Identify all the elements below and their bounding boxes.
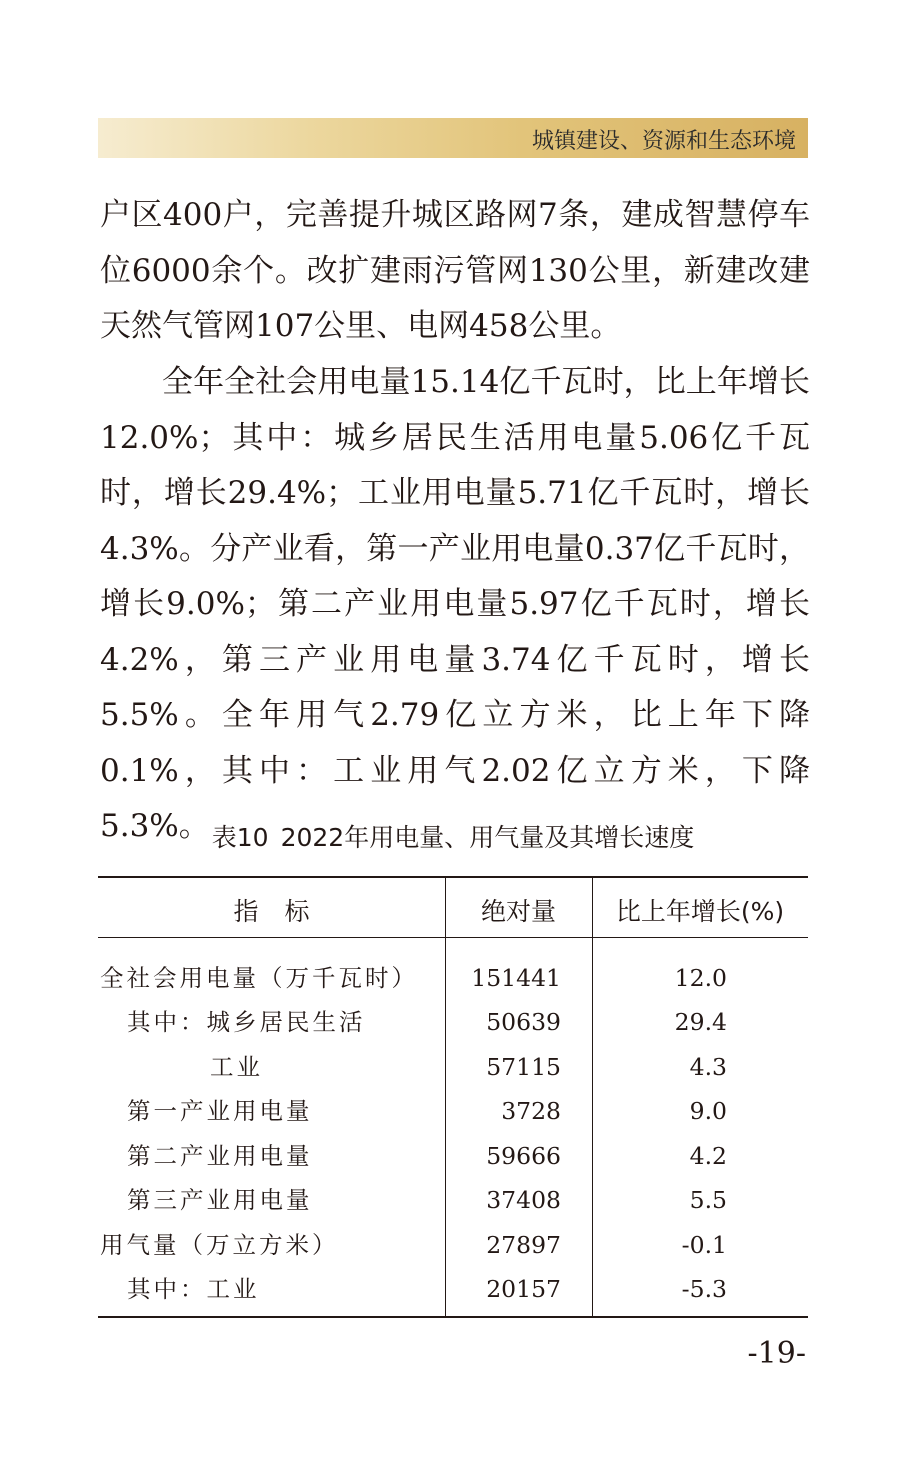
section-title: 城镇建设、资源和生态环境 (531, 129, 796, 154)
row-label: 第二产业用电量 (127, 1142, 313, 1170)
row-label: 其中：城乡居民生活 (127, 1008, 366, 1036)
row-absolute-value: 57115 (486, 1053, 561, 1081)
row-absolute-value: 20157 (486, 1275, 561, 1303)
row-label: 第三产业用电量 (127, 1186, 313, 1214)
table-row (98, 1223, 808, 1267)
row-growth-value: 5.5 (689, 1186, 727, 1214)
row-label: 第一产业用电量 (127, 1097, 313, 1125)
row-growth-value: 29.4 (674, 1008, 727, 1036)
row-label: 其中：工业 (127, 1275, 260, 1303)
table-row (98, 1134, 808, 1178)
table-row (98, 1045, 808, 1089)
table-number: 表10 (211, 823, 269, 852)
table-title: 2022年用电量、用气量及其增长速度 (280, 823, 695, 852)
row-growth-value: 4.3 (689, 1053, 727, 1081)
row-absolute-value: 50639 (486, 1008, 561, 1036)
row-growth-value: 9.0 (689, 1097, 727, 1125)
table-row (98, 1000, 808, 1044)
row-growth-value: 4.2 (689, 1142, 727, 1170)
table-row (98, 1089, 808, 1133)
table-caption (0, 818, 906, 854)
row-absolute-value: 151441 (471, 964, 561, 992)
row-label: 全社会用电量（万千瓦时） (100, 964, 418, 992)
row-growth-value: 12.0 (674, 964, 727, 992)
page-number: -19- (747, 1336, 806, 1371)
column-header-growth: 比上年增长(%) (615, 897, 785, 926)
table-row (98, 1178, 808, 1222)
row-absolute-value: 27897 (486, 1231, 561, 1259)
table-row (98, 1267, 808, 1311)
row-growth-value: -5.3 (681, 1275, 727, 1303)
row-label: 工业 (210, 1053, 263, 1081)
row-absolute-value: 37408 (486, 1186, 561, 1214)
statistics-table (98, 876, 808, 1318)
column-header-indicator: 指标 (233, 897, 336, 926)
body-paragraph-2: 全年全社会用电量15.14亿千瓦时，比上年增长12.0%；其中：城乡居民生活用电量5.06亿千瓦时，增长29.4%；工业用电量5.71亿千瓦时，增长4.3%。分产业看，第一产业用电量0.37亿千瓦时，增长9.0%；第二产业用电量5.97亿千瓦时，增长4.2%，第三产业用电量3.74亿千瓦时，增长5.5%。全年用气2.79亿立方米，比上年下降0.1%，其中：工业用气2.02亿立方米，下降5.3%。 (100, 364, 810, 844)
header-rule (98, 937, 808, 938)
column-header-absolute: 绝对量 (480, 897, 556, 926)
body-paragraph-1: 户区400户，完善提升城区路网7条，建成智慧停车位6000余个。改扩建雨污管网130公里，新建改建天然气管网107公里、电网458公里。 (100, 197, 810, 344)
section-header-band (98, 118, 808, 158)
row-absolute-value: 3728 (501, 1097, 561, 1125)
row-label: 用气量（万立方米） (100, 1231, 339, 1259)
row-growth-value: -0.1 (681, 1231, 727, 1259)
row-absolute-value: 59666 (486, 1142, 561, 1170)
table-row (98, 956, 808, 1000)
